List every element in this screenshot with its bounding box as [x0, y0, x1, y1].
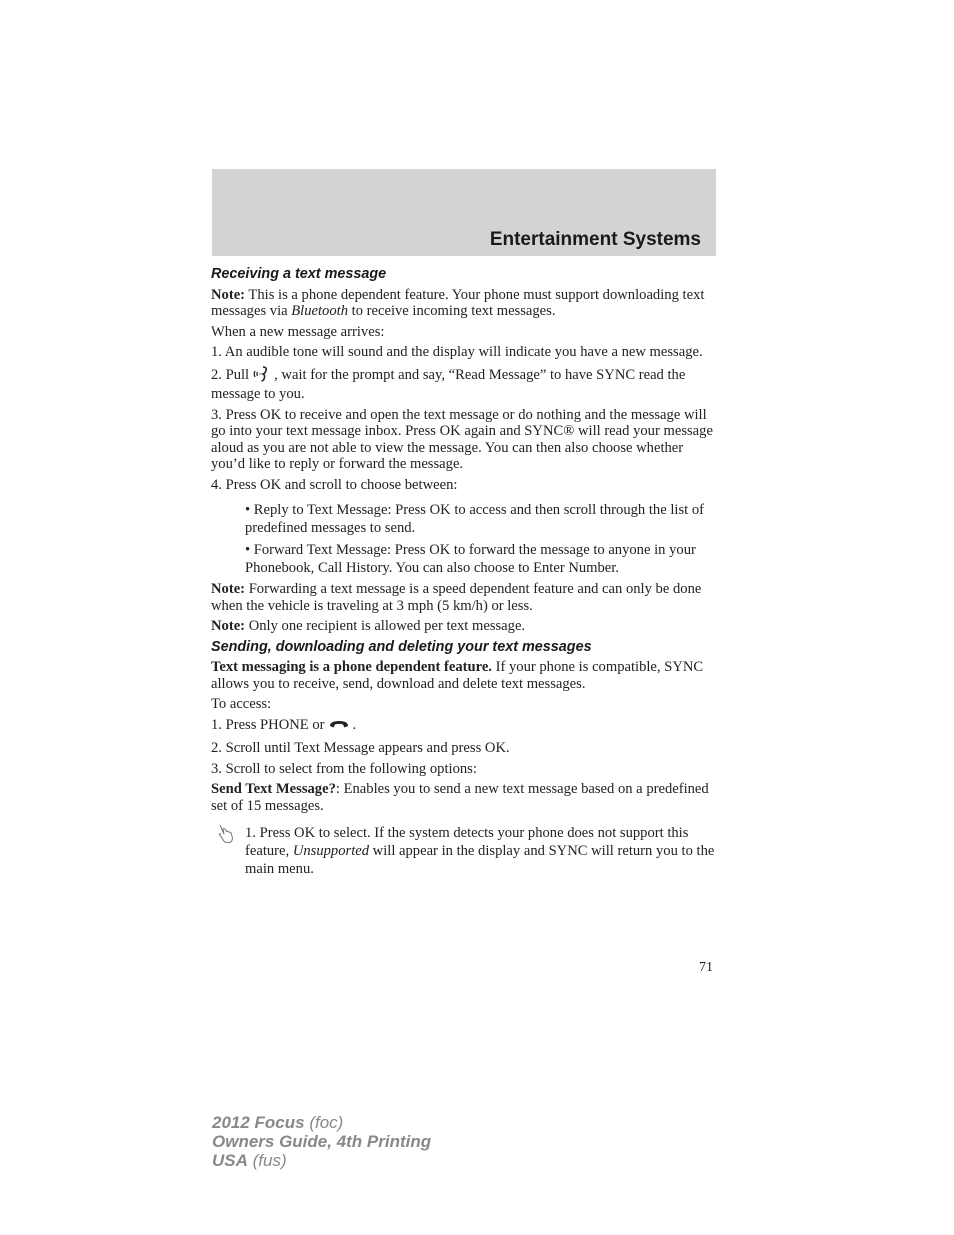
heading-receiving: Receiving a text message [211, 266, 387, 282]
lead-paragraph [211, 659, 716, 692]
receive-step-4: 4. Press OK and scroll to choose between: [211, 476, 458, 493]
note-italic: Bluetooth [291, 303, 348, 319]
heading-sending: Sending, downloading and deleting your text messages [211, 638, 592, 655]
send-step1-end: . [352, 716, 357, 733]
footer-model-code: (foc) [304, 1113, 344, 1132]
receive-step-3: 3. Press OK to receive and open the text message or do nothing and the message will go into your text message inbox. Press OK again and SYNC® will read your message aloud as you are not able to view the message. You can then also choose whether you’d like to reply or forward the message. [211, 406, 713, 472]
bullet-forward: • Forward Text Message: Press OK to forward the message to anyone in your Phonebook, Call History. You can also choose to Enter Number. [245, 542, 696, 576]
when-arrives: When a new message arrives: [211, 323, 385, 340]
send-step-2: 2. Scroll until Text Message appears and press OK. [211, 740, 510, 756]
note-label: Note: [211, 286, 246, 303]
receive-step-1: 1. An audible tone will sound and the display will indicate you have a new message. [211, 344, 703, 360]
footer-line-3 [212, 1151, 431, 1170]
step2-text-start: 2. Pull [211, 366, 250, 383]
tip-text: 1. Press OK to select. If the system detects your phone does not support this feature, [245, 825, 689, 859]
note2-text: Forwarding a text message is a speed dependent feature and can only be done when the vehicle is traveling at 3 mph (5 km/h) or less. [211, 581, 702, 614]
note-recipient [211, 618, 716, 635]
note-paragraph [211, 287, 716, 320]
document-footer [212, 1113, 431, 1170]
send-text: : Enables you to send a new text message based on a predefined set of 15 messages. [211, 781, 709, 814]
send-label: Send Text Message? [211, 781, 336, 797]
section-title: Entertainment Systems [489, 229, 701, 250]
tip-row [211, 824, 716, 878]
to-access: To access: [211, 696, 272, 712]
step2-text-end: , wait for the prompt and say, “Read Message” to have SYNC read the message to you. [211, 366, 686, 402]
note-speed [211, 581, 716, 614]
send-step1-text: 1. Press PHONE or [211, 716, 325, 733]
bullet-reply: • Reply to Text Message: Press OK to access and then scroll through the list of predefined messages to send. [245, 502, 704, 536]
footer-line-1 [212, 1113, 431, 1132]
send-option [211, 781, 716, 814]
finger-press-icon [217, 824, 235, 849]
note-text-end: to receive incoming text messages. [348, 303, 556, 319]
footer-guide: Owners Guide, 4th Printing [212, 1132, 432, 1151]
page-number: 71 [699, 960, 713, 975]
tip-italic: Unsupported [292, 843, 370, 859]
send-step-3: 3. Scroll to select from the following options: [211, 760, 477, 777]
footer-market-code: (fus) [247, 1151, 287, 1170]
lead-bold: Text messaging is a phone dependent feature. [211, 659, 492, 675]
note2-label: Note: [211, 581, 246, 597]
phone-button-icon [329, 720, 349, 737]
footer-market: USA [212, 1151, 248, 1170]
footer-line-2 [212, 1132, 431, 1151]
note3-label: Note: [211, 618, 246, 634]
footer-model: 2012 Focus [212, 1113, 305, 1132]
note3-text: Only one recipient is allowed per text message. [245, 618, 526, 634]
tip-text-end: will appear in the display and SYNC will return you to the main menu. [245, 843, 715, 877]
receive-step-2 [211, 365, 716, 403]
voice-button-icon [253, 365, 270, 387]
note-text: This is a phone dependent feature. Your phone must support downloading text messages via [211, 286, 705, 319]
section-header-band [212, 169, 716, 256]
send-step-1 [211, 717, 716, 737]
page-content [211, 266, 716, 878]
lead-text: If your phone is compatible, SYNC allows you to receive, send, download and delete text messages. [211, 659, 704, 692]
